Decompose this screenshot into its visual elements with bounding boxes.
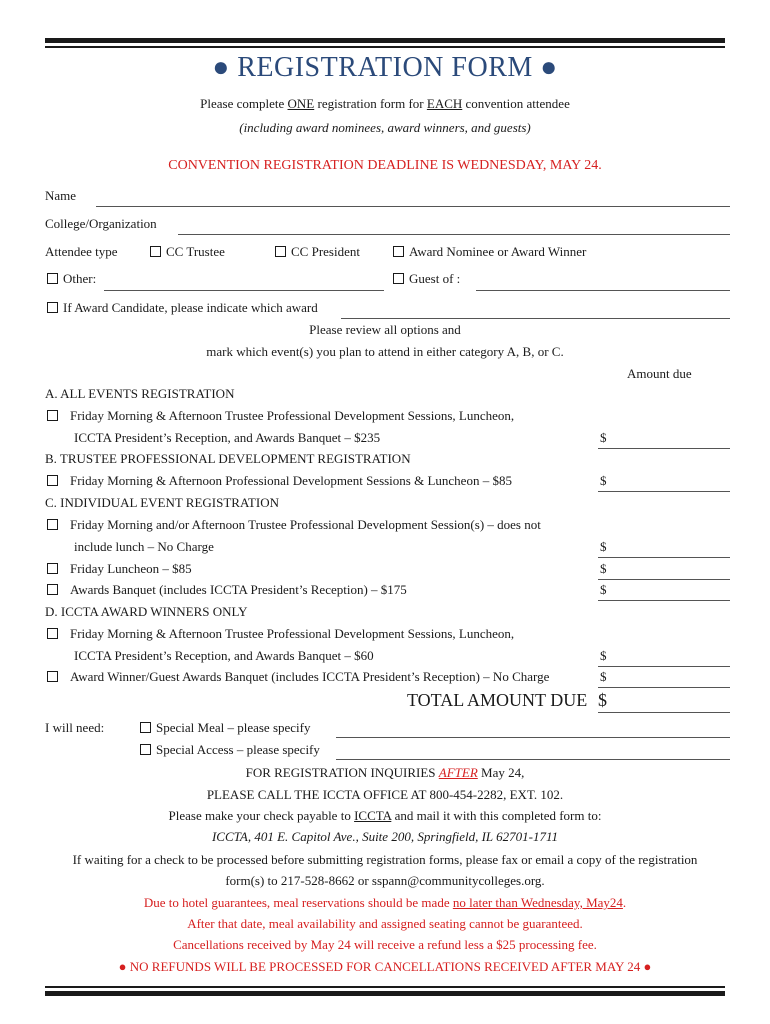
option-d1-text: Friday Morning & Afternoon Trustee Professional Development Sessions, Luncheon, [70, 626, 515, 641]
checkbox[interactable] [47, 302, 58, 313]
amount-due-header: Amount due [627, 366, 692, 381]
checkbox[interactable] [47, 519, 58, 530]
option-c1[interactable] [47, 517, 541, 533]
bullet-icon: ● [643, 959, 652, 974]
bullet-icon: ● [212, 52, 230, 83]
amount-a1: $ [600, 430, 607, 445]
award-candidate-option[interactable] [47, 300, 318, 316]
special-meal-option[interactable] [140, 720, 311, 736]
option-a1-line2: ICCTA President’s Reception, and Awards Banquet – $235 [74, 430, 381, 445]
option-c1-text: Friday Morning and/or Afternoon Trustee Professional Development Session(s) – does not [70, 517, 541, 532]
option-c2-text: Friday Luncheon – $85 [70, 561, 192, 576]
special-access-option[interactable] [140, 742, 320, 758]
option-c1-line2: include lunch – No Charge [74, 539, 214, 554]
total-amount-label: TOTAL AMOUNT DUE [407, 690, 588, 710]
checkbox[interactable] [275, 246, 286, 257]
section-b-title: B. TRUSTEE PROFESSIONAL DEVELOPMENT REGISTRATION [45, 451, 411, 466]
checkbox[interactable] [47, 410, 58, 421]
no-refunds-text: NO REFUNDS WILL BE PROCESSED FOR CANCELLATIONS RECEIVED AFTER MAY 24 [129, 959, 641, 974]
option-a1-text: Friday Morning & Afternoon Trustee Professional Development Sessions, Luncheon, [70, 408, 515, 423]
option-d1-line2: ICCTA President’s Reception, and Awards Banquet – $60 [74, 648, 374, 663]
option-label: CC Trustee [166, 244, 225, 259]
amount-d1-line [598, 666, 730, 667]
college-label: College/Organization [45, 216, 157, 231]
inquiries-after: AFTER [438, 765, 478, 780]
deadline-notice: CONVENTION REGISTRATION DEADLINE IS WEDNESDAY, MAY 24. [168, 158, 602, 173]
amount-c3: $ [600, 582, 607, 597]
total-amount-line [598, 712, 730, 713]
review-line-1: Please review all options and [309, 322, 461, 337]
intro-each: EACH [426, 96, 463, 111]
section-d-title: D. ICCTA AWARD WINNERS ONLY [45, 604, 248, 619]
hotel-deadline: no later than Wednesday, May24 [452, 895, 623, 910]
option-d1[interactable] [47, 626, 514, 642]
guest-of-option[interactable] [393, 271, 460, 287]
amount-d2-line [598, 687, 730, 688]
amount-d2: $ [600, 669, 607, 684]
bottom-rule-thin [45, 986, 725, 988]
option-label: Special Meal – please specify [156, 720, 311, 735]
checkbox[interactable] [47, 671, 58, 682]
checkbox[interactable] [140, 744, 151, 755]
section-a-title: A. ALL EVENTS REGISTRATION [45, 386, 235, 401]
top-rule-thick [45, 38, 725, 43]
amount-a1-line [598, 448, 730, 449]
check-text: Please make your check payable to [168, 808, 355, 823]
checkbox[interactable] [47, 475, 58, 486]
college-input[interactable] [180, 216, 732, 234]
hotel-text: . [622, 895, 627, 910]
bottom-rule-thick [45, 991, 725, 996]
name-underline [96, 206, 730, 207]
total-amount-currency: $ [598, 690, 607, 710]
award-candidate-underline [341, 318, 730, 319]
award-nominee-option[interactable] [393, 244, 586, 260]
checkbox[interactable] [47, 584, 58, 595]
hotel-line [0, 895, 770, 911]
option-c3-text: Awards Banquet (includes ICCTA President’s Reception) – $175 [70, 582, 407, 597]
checkbox[interactable] [47, 563, 58, 574]
amount-b1-line [598, 491, 730, 492]
section-c-title: C. INDIVIDUAL EVENT REGISTRATION [45, 495, 279, 510]
award-candidate-input[interactable] [343, 300, 732, 318]
intro-one: ONE [287, 96, 315, 111]
option-d2-text: Award Winner/Guest Awards Banquet (includes ICCTA President’s Reception) – No Charge [70, 669, 550, 684]
option-label: If Award Candidate, please indicate which award [63, 300, 318, 315]
college-underline [178, 234, 730, 235]
cc-trustee-option[interactable] [150, 244, 225, 260]
fax-line-1: If waiting for a check to be processed before submitting registration forms, please fax or email a copy of the registration [72, 852, 698, 867]
intro-text: convention attendee [462, 96, 570, 111]
check-line [0, 808, 770, 824]
intro-text: Please complete [200, 96, 288, 111]
other-input[interactable] [106, 272, 386, 290]
option-a1[interactable] [47, 408, 514, 424]
option-c3[interactable] [47, 582, 407, 598]
amount-c1: $ [600, 539, 607, 554]
name-input[interactable] [98, 188, 732, 206]
inquiries-text: FOR REGISTRATION INQUIRIES [245, 765, 439, 780]
after-date-line: After that date, meal availability and assigned seating cannot be guaranteed. [187, 916, 583, 931]
option-d2[interactable] [47, 669, 549, 685]
guest-of-input[interactable] [478, 272, 732, 290]
review-line-2: mark which event(s) you plan to attend in either category A, B, or C. [206, 344, 564, 359]
amount-c2: $ [600, 561, 607, 576]
mailing-address: ICCTA, 401 E. Capitol Ave., Suite 200, Springfield, IL 62701-1711 [211, 829, 559, 844]
checkbox[interactable] [393, 273, 404, 284]
checkbox[interactable] [140, 722, 151, 733]
option-b1-text: Friday Morning & Afternoon Professional Development Sessions & Luncheon – $85 [70, 473, 512, 488]
cancellation-line: Cancellations received by May 24 will receive a refund less a $25 processing fee. [173, 937, 597, 952]
special-meal-input[interactable] [338, 720, 732, 738]
top-rule-thin [45, 46, 725, 48]
option-label: Guest of : [409, 271, 461, 286]
bullet-icon: ● [540, 52, 558, 83]
amount-b1: $ [600, 473, 607, 488]
checkbox[interactable] [47, 628, 58, 639]
other-option[interactable] [47, 271, 96, 287]
inquiries-text: May 24, [477, 765, 525, 780]
option-c2[interactable] [47, 561, 192, 577]
inquiries-line [0, 765, 770, 781]
checkbox[interactable] [150, 246, 161, 257]
option-b1[interactable] [47, 473, 512, 489]
other-underline [104, 290, 384, 291]
checkbox[interactable] [47, 273, 58, 284]
amount-c2-line [598, 579, 730, 580]
name-label: Name [45, 188, 77, 203]
fax-line-2: form(s) to 217-528-8662 or sspann@communitycolleges.org. [225, 873, 545, 888]
option-label: Award Nominee or Award Winner [409, 244, 587, 259]
amount-d1: $ [600, 648, 607, 663]
amount-c3-line [598, 600, 730, 601]
cc-president-option[interactable] [275, 244, 360, 260]
form-title [0, 52, 770, 84]
intro-text: registration form for [314, 96, 427, 111]
checkbox[interactable] [393, 246, 404, 257]
option-label: Special Access – please specify [156, 742, 320, 757]
amount-c1-line [598, 557, 730, 558]
hotel-text: Due to hotel guarantees, meal reservations should be made [143, 895, 453, 910]
special-access-input[interactable] [338, 742, 732, 760]
intro-line-2: (including award nominees, award winners, and guests) [239, 120, 531, 135]
option-label: Other: [63, 271, 97, 286]
needs-label: I will need: [45, 720, 105, 735]
option-label: CC President [291, 244, 360, 259]
guest-of-underline [476, 290, 730, 291]
bullet-icon: ● [118, 959, 127, 974]
check-text: and mail it with this completed form to: [391, 808, 602, 823]
call-line: PLEASE CALL THE ICCTA OFFICE AT 800-454-2282, EXT. 102. [206, 787, 564, 802]
intro-line-1 [0, 96, 770, 112]
title-text: REGISTRATION FORM [237, 52, 533, 83]
attendee-type-label: Attendee type [45, 244, 118, 259]
check-iccta: ICCTA [354, 808, 392, 823]
no-refunds-line [0, 959, 770, 975]
